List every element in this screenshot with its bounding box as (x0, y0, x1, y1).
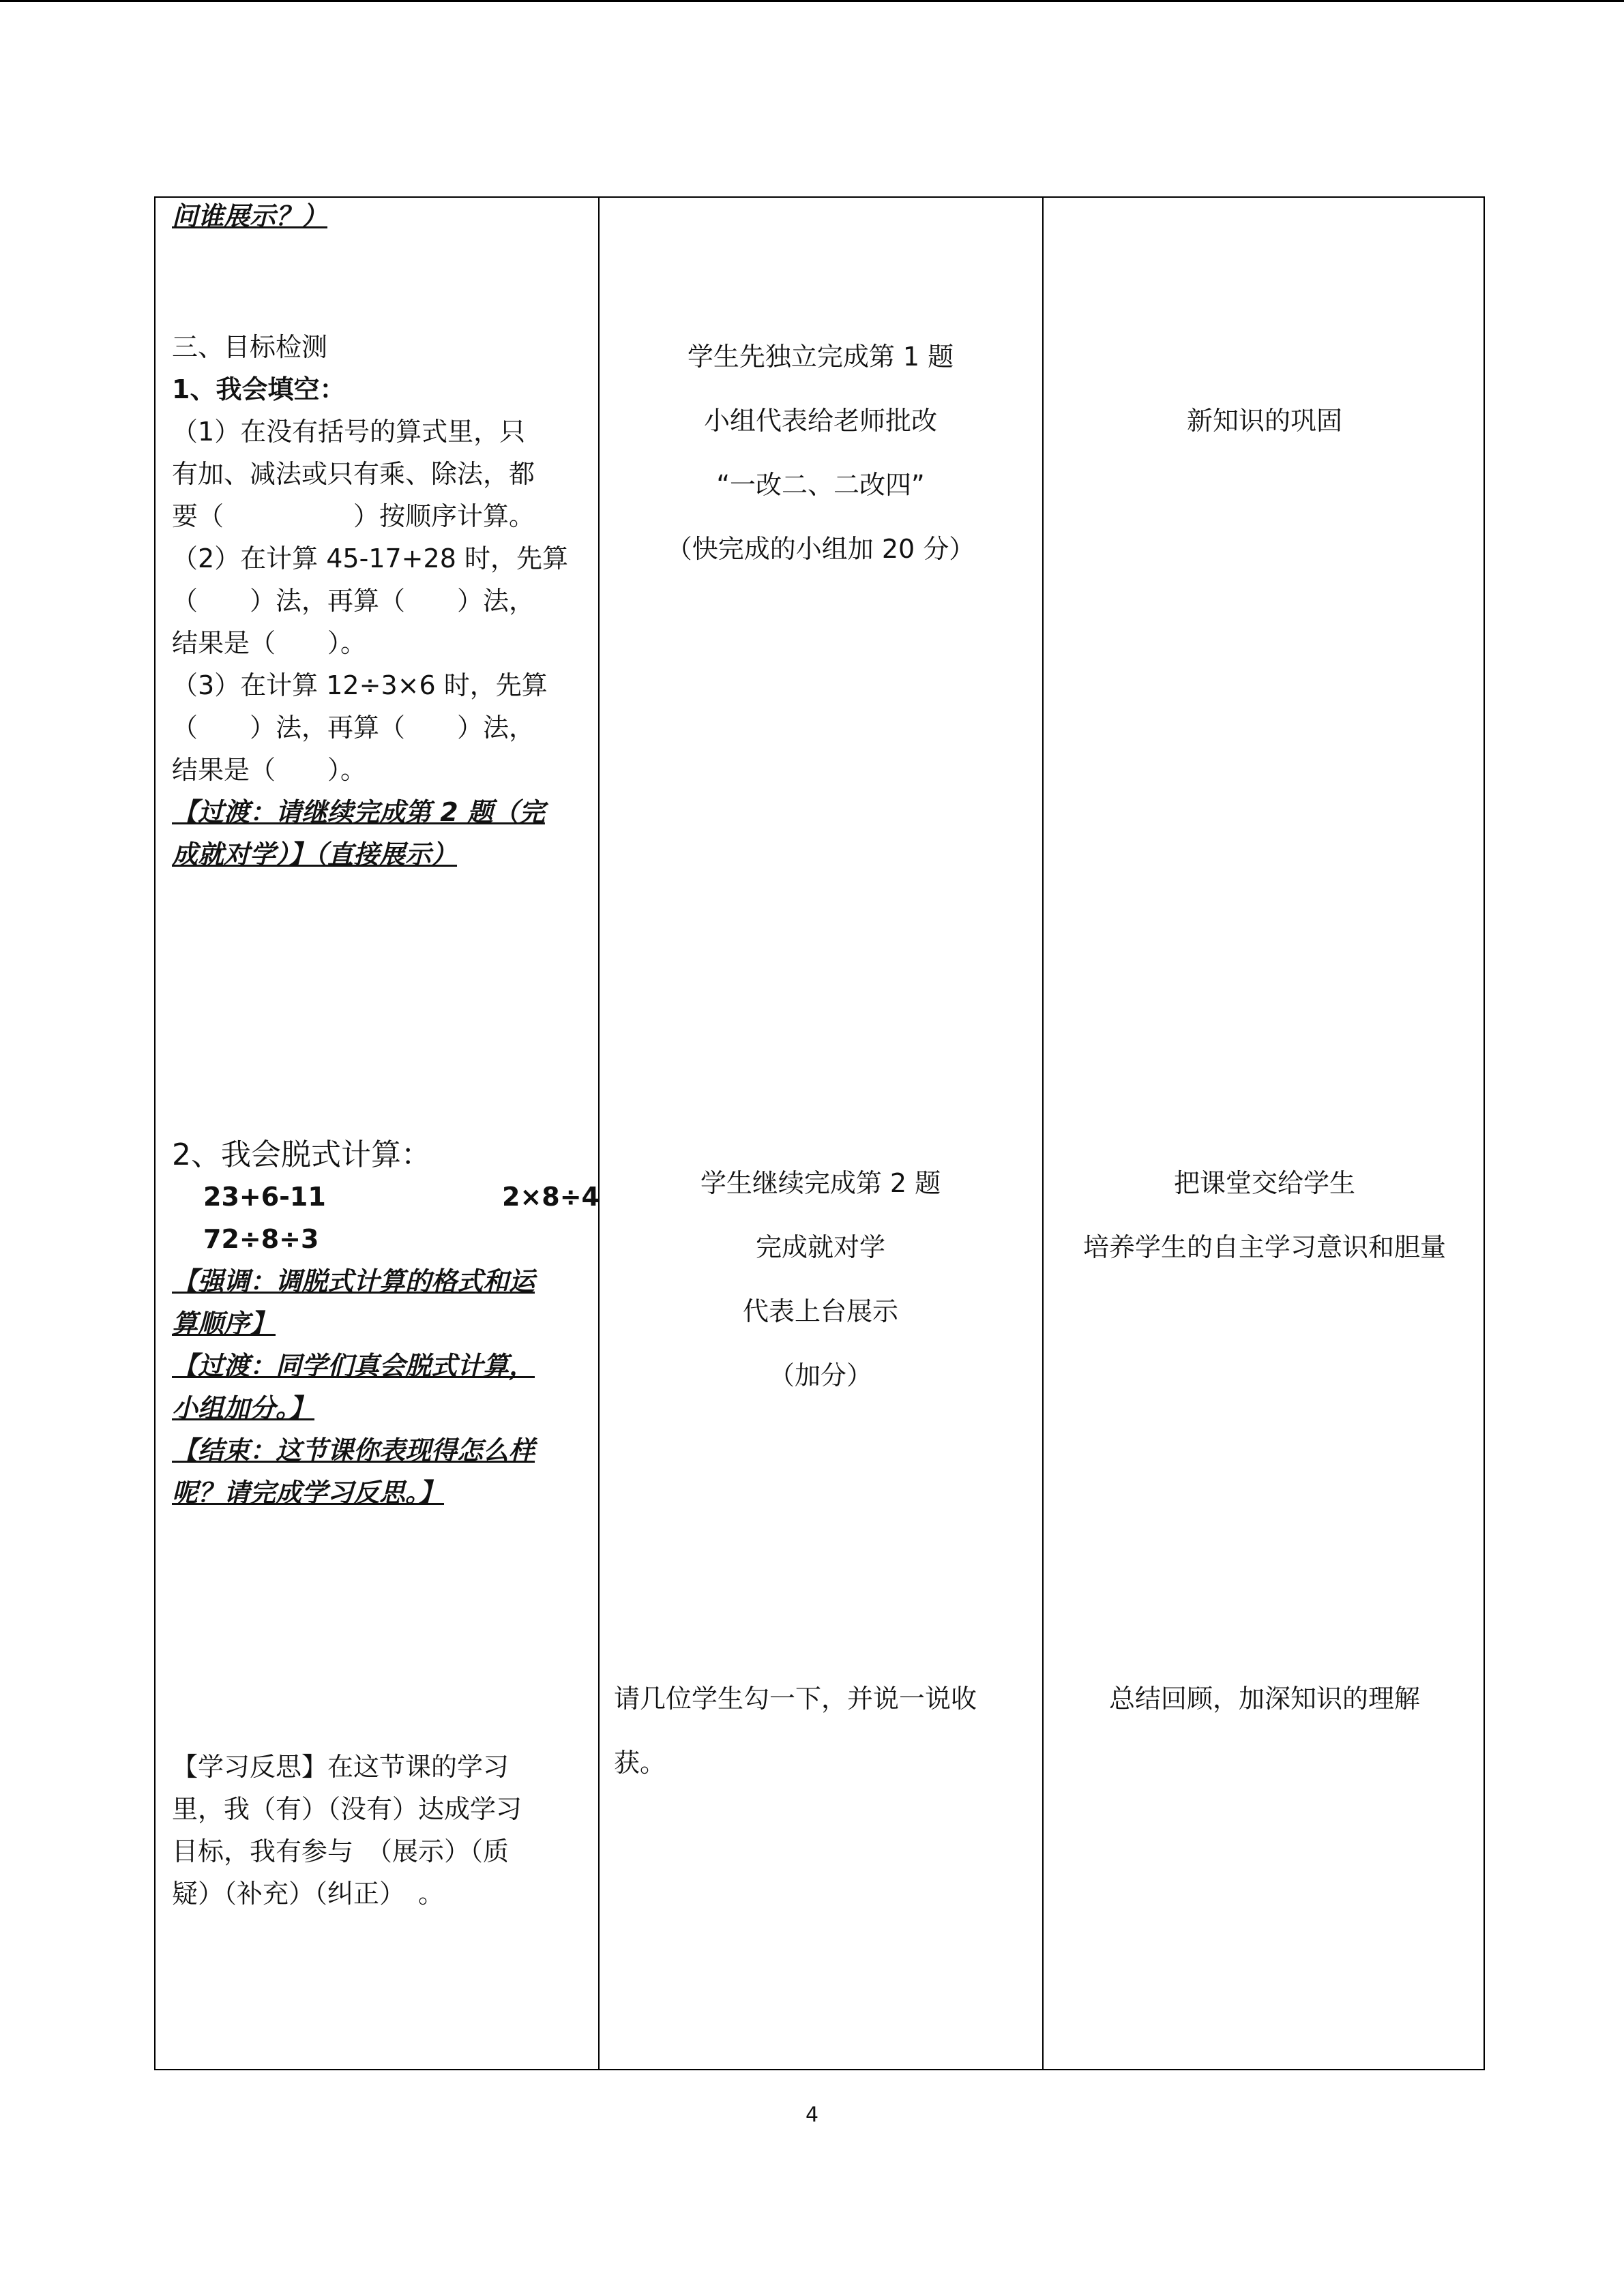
question-1-line: 结果是（ ）。 (172, 628, 367, 658)
question-1-line: 要（ ）按顺序计算。 (172, 501, 535, 531)
expression: 72÷8÷3 (203, 1224, 319, 1254)
transition-note: 【过渡：请继续完成第 2 题（完 (172, 797, 545, 827)
top-note: 问谁展示？） (172, 201, 328, 231)
question-1-title: 1、我会填空： (172, 374, 346, 404)
transition-note: 小组加分。】 (172, 1393, 315, 1423)
lesson-plan-table (154, 196, 1485, 2070)
design-intent: 新知识的巩固 (1186, 406, 1342, 436)
student-activity: 请几位学生勾一下，并说一说收 (614, 1684, 977, 1714)
student-activity: 完成就对学 (755, 1232, 885, 1262)
expression: 23+6-11 (203, 1182, 326, 1212)
question-1-line: （2）在计算 45-17+28 时，先算 (172, 543, 568, 573)
emphasis-note: 算顺序】 (172, 1309, 276, 1339)
ending-note: 呢？请完成学习反思。】 (172, 1478, 445, 1508)
question-1-line: （3）在计算 12÷3×6 时，先算 (172, 670, 548, 700)
reflection-line: 【学习反思】在这节课的学习 (172, 1752, 510, 1782)
design-intent: 培养学生的自主学习意识和胆量 (1082, 1232, 1446, 1262)
question-1-line: 有加、减法或只有乘、除法，都 (172, 459, 535, 489)
student-activity: 学生继续完成第 2 题 (700, 1168, 941, 1198)
student-activity: 获。 (614, 1748, 666, 1778)
page-number: 4 (805, 2103, 819, 2127)
transition-note: 成就对学）】（直接展示） (172, 839, 458, 869)
expression: 2×8÷4 (502, 1182, 600, 1212)
question-1-line: （1）在没有括号的算式里，只 (172, 417, 526, 447)
question-1-line: （ ）法，再算（ ）法， (172, 713, 535, 743)
emphasis-note: 【强调：调脱式计算的格式和运 (172, 1266, 535, 1296)
student-activity: “一改二、二改四” (716, 470, 925, 500)
page-top-rule (0, 0, 1624, 2)
question-1-line: 结果是（ ）。 (172, 755, 367, 785)
student-activity: 学生先独立完成第 1 题 (687, 342, 954, 372)
student-activity: 小组代表给老师批改 (703, 406, 937, 436)
question-1-line: （ ）法，再算（ ）法， (172, 586, 535, 616)
column-divider (1042, 198, 1044, 2069)
question-2-title: 2、我会脱式计算： (172, 1137, 431, 1172)
reflection-line: 疑）（补充）（纠正） 。 (172, 1879, 445, 1909)
transition-note: 【过渡：同学们真会脱式计算， (172, 1351, 535, 1381)
student-activity: （加分） (768, 1360, 872, 1390)
reflection-line: 里，我（有）（没有）达成学习 (172, 1794, 522, 1824)
reflection-line: 目标，我有参与 （展示）（质 (172, 1836, 510, 1866)
student-activity: 代表上台展示 (742, 1296, 898, 1326)
section-title: 三、目标检测 (172, 332, 328, 362)
design-intent: 总结回顾，加深知识的理解 (1108, 1684, 1420, 1714)
ending-note: 【结束：这节课你表现得怎么样 (172, 1435, 535, 1465)
student-activity: （快完成的小组加 20 分） (666, 534, 975, 564)
design-intent: 把课堂交给学生 (1173, 1168, 1355, 1198)
